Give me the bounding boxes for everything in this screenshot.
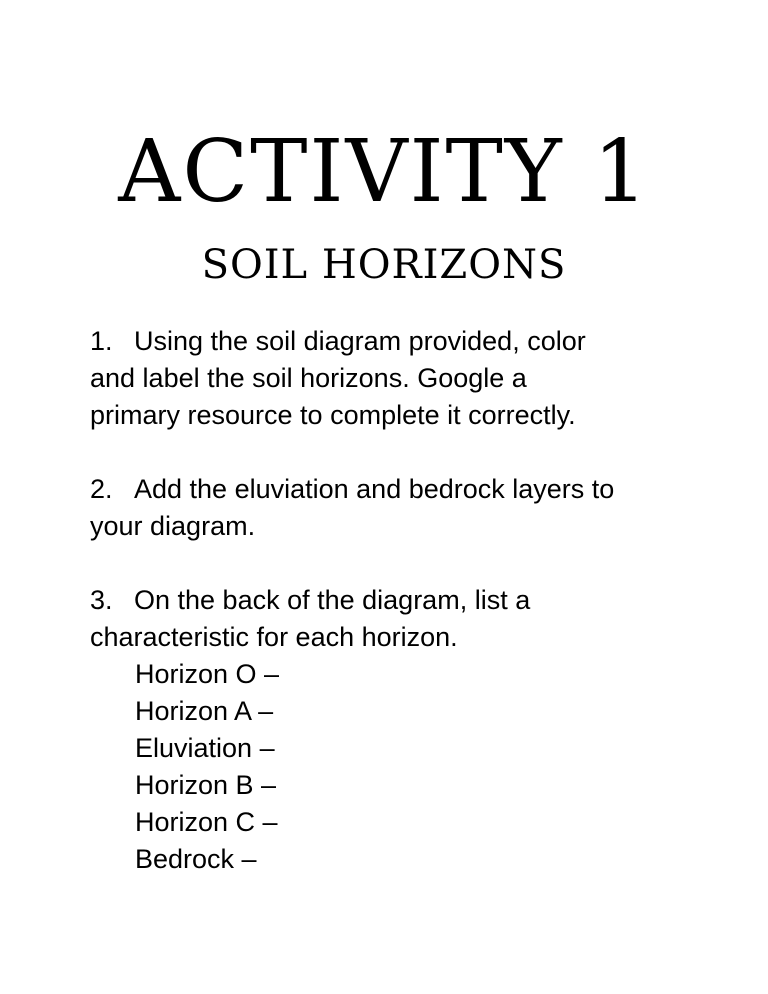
step-text: Using the soil diagram provided, color — [134, 326, 586, 356]
step-line — [90, 471, 730, 508]
page-title: ACTIVITY 1 — [118, 122, 650, 222]
step-number: 2. — [90, 474, 113, 504]
step-3 — [90, 582, 730, 878]
step-text: characteristic for each horizon. — [90, 622, 458, 652]
step-1 — [90, 323, 730, 434]
horizon-item-b: Horizon B – — [135, 770, 277, 800]
step-line — [90, 582, 730, 619]
horizon-item-c: Horizon C – — [135, 807, 278, 837]
horizon-item-bedrock: Bedrock – — [135, 844, 257, 874]
step-text: and label the soil horizons. Google a — [90, 363, 527, 393]
step-text: On the back of the diagram, list a — [134, 585, 531, 615]
horizon-item-a: Horizon A – — [135, 696, 274, 726]
step-2 — [90, 471, 730, 545]
page-subtitle: SOIL HORIZONS — [201, 242, 567, 288]
horizon-item-eluviation: Eluviation – — [135, 733, 275, 763]
step-line — [90, 323, 730, 360]
instructions — [90, 323, 730, 915]
step-text: your diagram. — [90, 511, 256, 541]
step-text: Add the eluviation and bedrock layers to — [134, 474, 615, 504]
step-number: 3. — [90, 585, 113, 615]
step-number: 1. — [90, 326, 113, 356]
horizon-item-o: Horizon O – — [135, 659, 280, 689]
step-text: primary resource to complete it correctly. — [90, 400, 576, 430]
horizon-list — [135, 656, 730, 878]
